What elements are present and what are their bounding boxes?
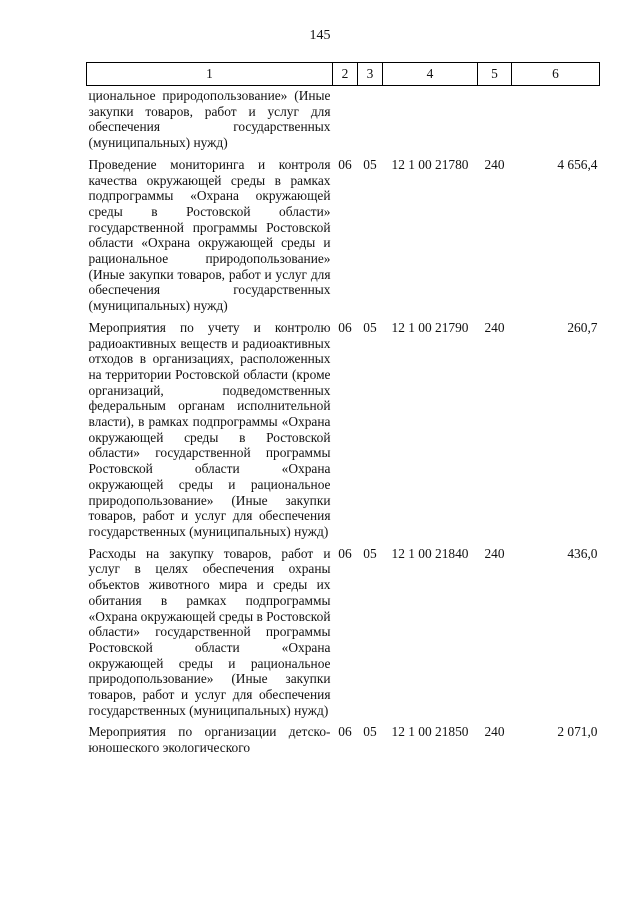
header-row	[87, 63, 600, 86]
row-subsection: 05	[363, 724, 377, 740]
row-subsection: 05	[363, 319, 377, 335]
budget-table	[86, 62, 600, 756]
row-section: 06	[338, 156, 352, 172]
table-row	[87, 151, 600, 314]
column-header-4: 4	[383, 63, 478, 86]
row-section	[333, 86, 358, 151]
row-target-article: 12 1 00 21790	[391, 319, 469, 335]
row-target-article	[383, 86, 478, 151]
column-header-5: 5	[478, 63, 512, 86]
row-expense-type: 240	[484, 156, 505, 172]
row-target-article: 12 1 00 21850	[391, 724, 469, 740]
row-subsection: 05	[363, 156, 377, 172]
table-row	[87, 86, 600, 151]
column-header-6: 6	[512, 63, 600, 86]
row-subsection	[358, 86, 383, 151]
row-target-article: 12 1 00 21840	[391, 545, 469, 561]
column-header-2: 2	[333, 63, 358, 86]
row-amount: 2 071,0	[557, 724, 598, 740]
column-header-3: 3	[358, 63, 383, 86]
row-section: 06	[338, 319, 352, 335]
page-number: 145	[309, 28, 331, 43]
row-section: 06	[338, 724, 352, 740]
column-header-1: 1	[87, 63, 333, 86]
row-amount: 260,7	[567, 319, 598, 335]
row-expense-type: 240	[484, 724, 505, 740]
row-amount: 4 656,4	[557, 156, 598, 172]
row-amount	[512, 86, 600, 151]
table-row	[87, 540, 600, 719]
row-subsection: 05	[363, 545, 377, 561]
row-expense-type	[478, 86, 512, 151]
row-target-article: 12 1 00 21780	[391, 156, 469, 172]
row-description: Мероприятия по учету и контролю радиоактивных веществ и радиоактивных отходов в организациях, расположенных на территории Ростовской области (кроме организаций, подведомственных федеральным органам исполнительной власти), в рамках подпрограммы «Охрана окружающей среды в Ростовской области» государственной программы Ростовской области «Охрана окружающей среды и рациональное природопользование» (Иные закупки товаров, работ и услуг для обеспечения государственных (муниципальных) нужд)	[88, 319, 331, 539]
table-row	[87, 718, 600, 755]
row-expense-type: 240	[484, 545, 505, 561]
row-amount: 436,0	[567, 545, 598, 561]
table-row	[87, 314, 600, 540]
row-section: 06	[338, 545, 352, 561]
row-description: циональное природопользование» (Иные закупки товаров, работ и услуг для обеспечения государственных (муниципальных) нужд)	[88, 88, 331, 151]
row-description: Расходы на закупку товаров, работ и услуг в целях обеспечения охраны объектов животного мира и среды их обитания в рамках подпрограммы «Охрана окружающей среды в Ростовской области» государственной программы Ростовской области «Охрана окружающей среды и рациональное природопользование» (Иные закупки товаров, работ и услуг для обеспечения государственных (муниципальных) нужд)	[88, 545, 331, 718]
row-description: Мероприятия по организации детско-юношеского экологического	[88, 724, 331, 756]
row-description: Проведение мониторинга и контроля качества окружающей среды в рамках подпрограммы «Охрана окружающей среды в Ростовской области» государственной программы Ростовской области «Охрана окружающей среды и рациональное природопользование» (Иные закупки товаров, работ и услуг для обеспечения государственных (муниципальных) нужд)	[88, 156, 331, 314]
row-expense-type: 240	[484, 319, 505, 335]
